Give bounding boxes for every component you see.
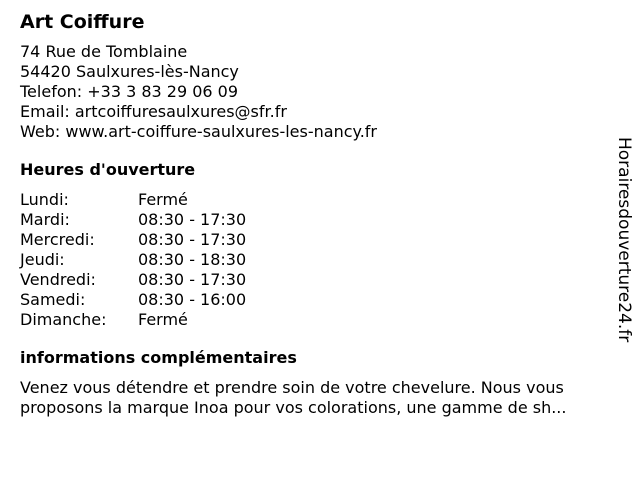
hours-row-wednesday bbox=[20, 230, 610, 250]
hours-row-monday bbox=[20, 190, 610, 210]
email-line: Email: artcoiffuresaulxures@sfr.fr bbox=[20, 102, 287, 121]
additional-info-text: Venez vous détendre et prendre soin de votre chevelure. Nous vous proposons la marque Inoa pour vos colorations, une gamme de sh... bbox=[20, 378, 567, 417]
address-street: 74 Rue de Tomblaine bbox=[20, 42, 188, 61]
opening-hours-table bbox=[20, 190, 610, 330]
opening-hours-heading: Heures d'ouverture bbox=[20, 160, 196, 179]
hours-day-label: Jeudi: bbox=[20, 250, 65, 269]
hours-time-value: 08:30 - 18:30 bbox=[138, 250, 247, 269]
hours-day-label: Dimanche: bbox=[20, 310, 107, 329]
hours-row-tuesday bbox=[20, 210, 610, 230]
site-watermark bbox=[612, 135, 636, 345]
business-card bbox=[20, 10, 610, 418]
hours-day-label: Lundi: bbox=[20, 190, 69, 209]
hours-time-value: 08:30 - 16:00 bbox=[138, 290, 247, 309]
hours-time-value: 08:30 - 17:30 bbox=[138, 230, 247, 249]
additional-info-heading: informations complémentaires bbox=[20, 348, 297, 367]
hours-day-label: Mercredi: bbox=[20, 230, 95, 249]
hours-row-friday bbox=[20, 270, 610, 290]
site-watermark-text: Horairesdouverture24.fr bbox=[614, 137, 634, 343]
phone-line: Telefon: +33 3 83 29 06 09 bbox=[20, 82, 239, 101]
hours-row-saturday bbox=[20, 290, 610, 310]
website-line: Web: www.art-coiffure-saulxures-les-nancy.fr bbox=[20, 122, 377, 141]
hours-time-value: 08:30 - 17:30 bbox=[138, 270, 247, 289]
hours-day-label: Samedi: bbox=[20, 290, 86, 309]
hours-day-label: Vendredi: bbox=[20, 270, 96, 289]
hours-time-value: 08:30 - 17:30 bbox=[138, 210, 247, 229]
hours-time-value: Fermé bbox=[138, 190, 188, 209]
hours-time-value: Fermé bbox=[138, 310, 188, 329]
hours-row-sunday bbox=[20, 310, 610, 330]
hours-row-thursday bbox=[20, 250, 610, 270]
business-name: Art Coiffure bbox=[20, 11, 145, 33]
address-city: 54420 Saulxures-lès-Nancy bbox=[20, 62, 239, 81]
hours-day-label: Mardi: bbox=[20, 210, 70, 229]
